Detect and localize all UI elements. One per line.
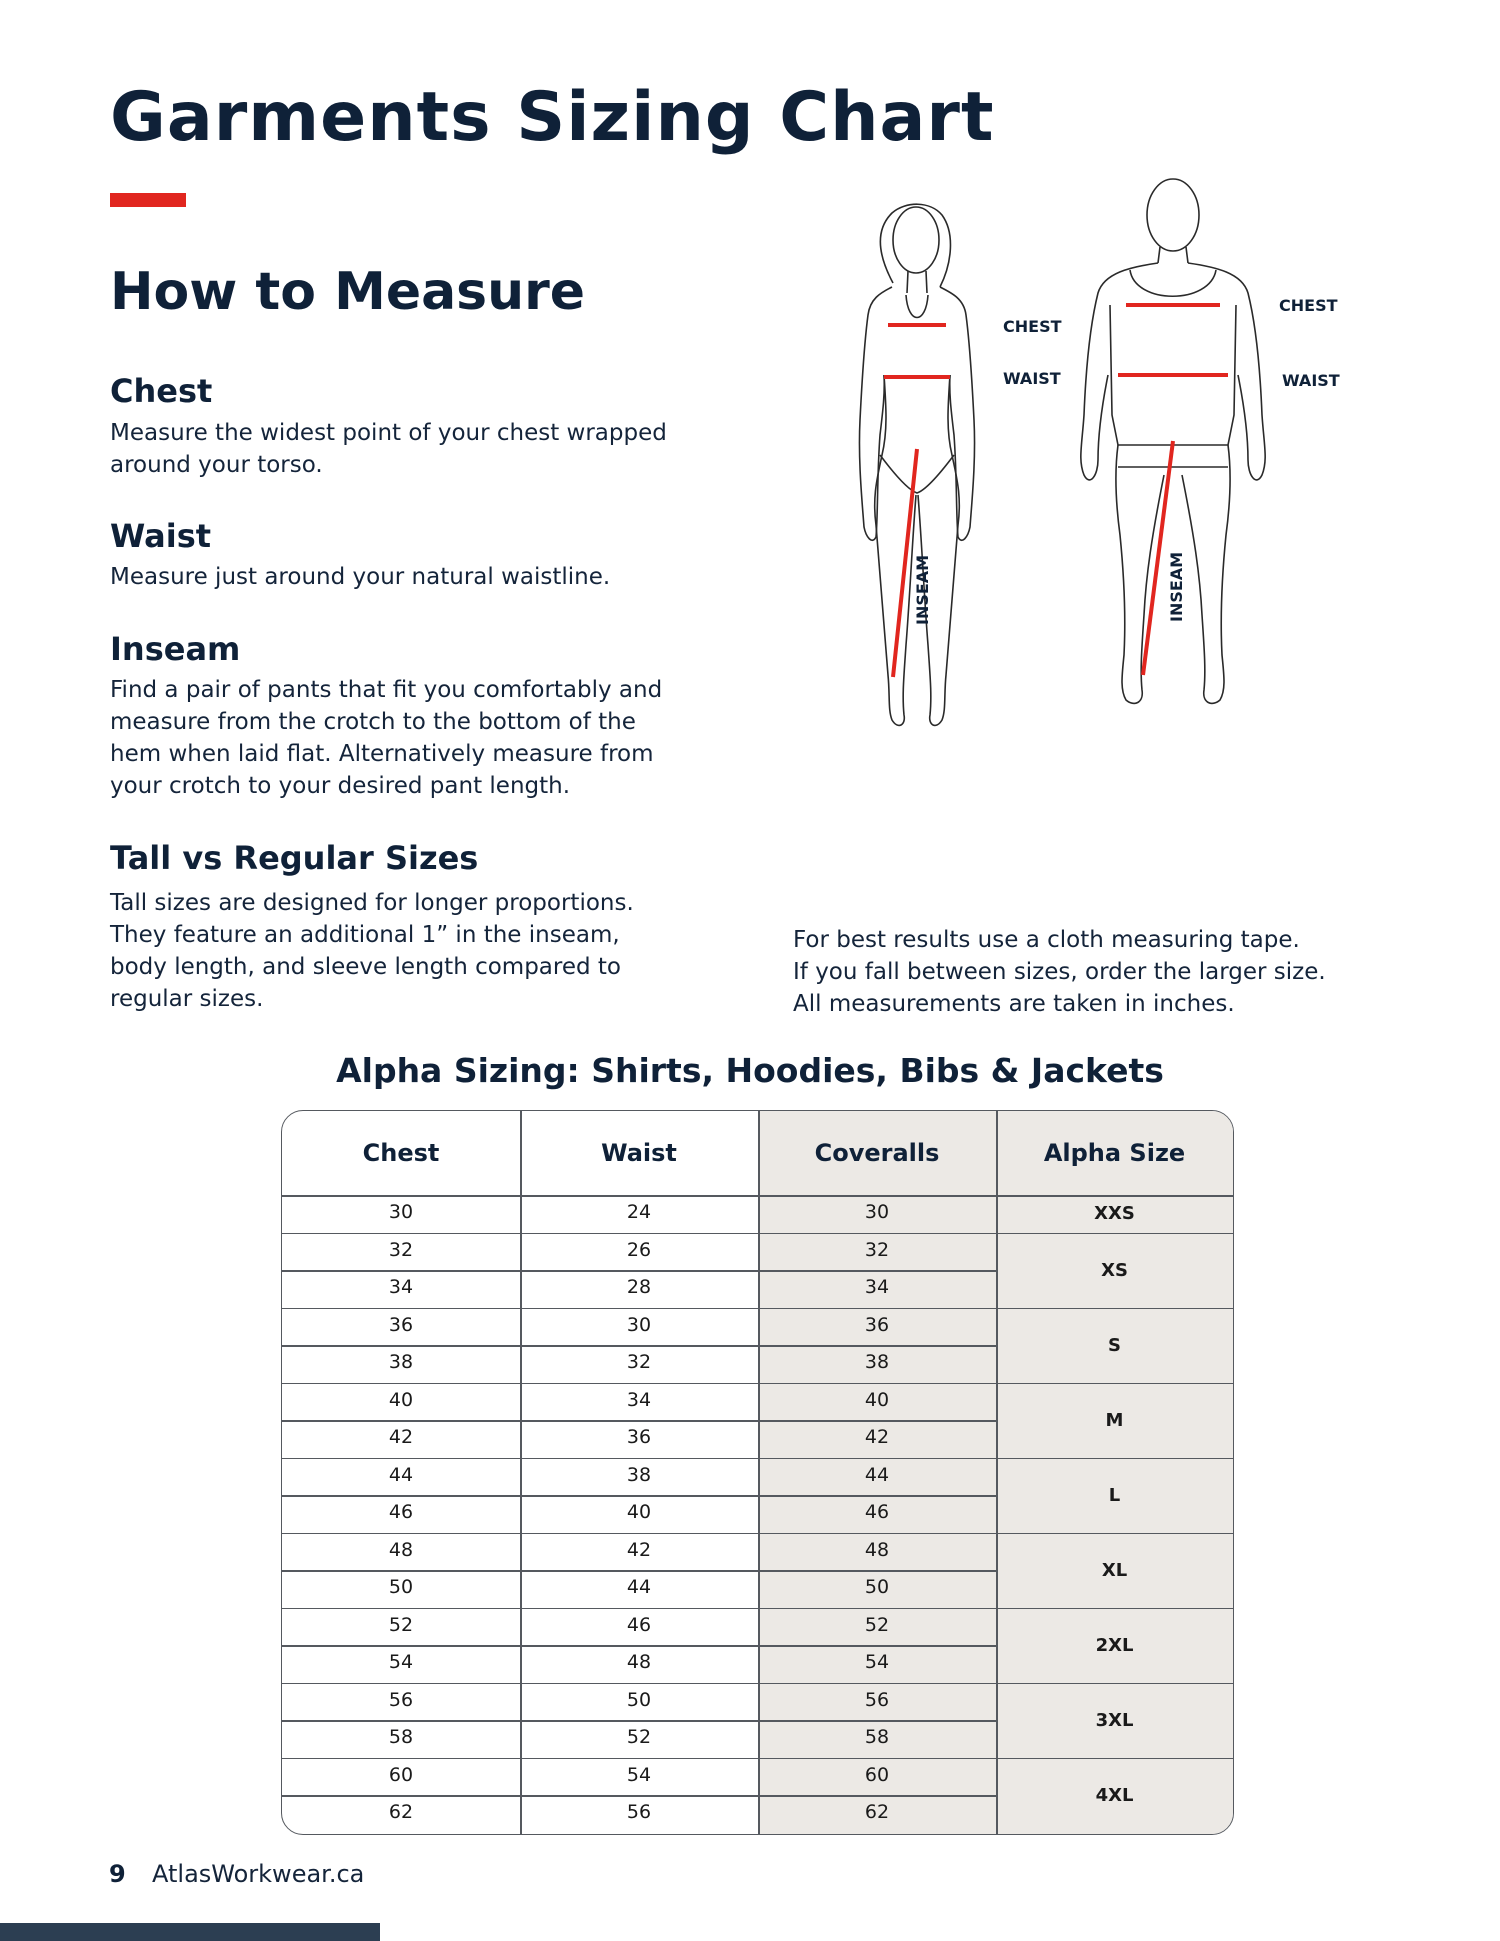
waist-cell: 34	[626, 1388, 652, 1411]
chest-heading: Chest	[110, 372, 213, 410]
alpha-group-divider	[996, 1458, 1233, 1460]
waist-line: Measure just around your natural waistline.	[110, 564, 611, 590]
alpha-group-divider	[996, 1308, 1233, 1310]
inseam-heading: Inseam	[110, 630, 241, 668]
chest-cell: 48	[388, 1538, 414, 1561]
row-divider	[282, 1720, 996, 1722]
chest-line: Measure the widest point of your chest wrapped	[110, 420, 667, 446]
female-chest-label: CHEST	[1003, 317, 1062, 336]
waist-cell: 24	[626, 1201, 652, 1223]
tall-line: regular sizes.	[110, 986, 264, 1012]
coveralls-cell: 36	[864, 1313, 890, 1336]
row-divider	[282, 1233, 996, 1235]
inseam-line: your crotch to your desired pant length.	[110, 773, 571, 799]
alpha-size-cell: M	[1105, 1409, 1124, 1431]
alpha-group-divider	[996, 1233, 1233, 1235]
row-divider	[282, 1383, 996, 1385]
waist-cell: 36	[626, 1426, 652, 1448]
chest-cell: 56	[388, 1688, 414, 1711]
coveralls-cell: 38	[864, 1351, 890, 1373]
alpha-size-cell: S	[1108, 1334, 1121, 1356]
waist-cell: 54	[626, 1763, 652, 1786]
column-header-waist: Waist	[601, 1139, 677, 1167]
tall-line: They feature an additional 1” in the inseam,	[110, 922, 620, 948]
row-divider	[282, 1420, 996, 1422]
coveralls-cell: 32	[864, 1238, 890, 1261]
waist-cell: 40	[626, 1501, 652, 1523]
coveralls-cell: 34	[864, 1276, 890, 1298]
chest-cell: 52	[388, 1613, 414, 1636]
waist-cell: 42	[626, 1538, 652, 1561]
row-divider	[282, 1683, 996, 1685]
waist-cell: 50	[626, 1688, 652, 1711]
row-divider	[282, 1308, 996, 1310]
page-number: 9	[109, 1860, 126, 1888]
male-chest-label: CHEST	[1279, 296, 1338, 315]
tall-line: body length, and sleeve length compared to	[110, 954, 621, 980]
column-divider	[758, 1111, 760, 1834]
waist-cell: 46	[626, 1613, 652, 1636]
chest-cell: 44	[388, 1463, 414, 1486]
male-inseam-label: INSEAM	[1167, 551, 1186, 622]
measurement-figures	[780, 175, 1400, 885]
coveralls-cell: 52	[864, 1613, 890, 1636]
coveralls-cell: 30	[864, 1201, 890, 1223]
waist-cell: 38	[626, 1463, 652, 1486]
alpha-sizing-table	[281, 1110, 1234, 1835]
inseam-line: Find a pair of pants that fit you comfortably and	[110, 677, 663, 703]
chest-line: around your torso.	[110, 452, 323, 478]
column-header-coveralls: Coveralls	[814, 1139, 940, 1167]
row-divider	[282, 1570, 996, 1572]
chest-cell: 60	[388, 1763, 414, 1786]
tip-line: If you fall between sizes, order the larger size.	[793, 959, 1326, 985]
column-divider	[996, 1111, 998, 1834]
column-divider	[520, 1111, 522, 1834]
alpha-size-cell: XS	[1101, 1259, 1128, 1281]
alpha-group-divider	[996, 1533, 1233, 1535]
inseam-line: hem when laid flat. Alternatively measure from	[110, 741, 654, 767]
waist-description	[110, 561, 730, 593]
waist-cell: 30	[626, 1313, 652, 1336]
chest-cell: 36	[388, 1313, 414, 1336]
row-divider	[282, 1345, 996, 1347]
alpha-size-cell: 3XL	[1095, 1709, 1134, 1731]
title-accent-rule	[110, 193, 186, 207]
chest-cell: 32	[388, 1238, 414, 1261]
row-divider	[282, 1608, 996, 1610]
coveralls-cell: 44	[864, 1463, 890, 1486]
coveralls-cell: 56	[864, 1688, 890, 1711]
alpha-group-divider	[996, 1383, 1233, 1385]
chest-cell: 34	[388, 1276, 414, 1298]
coveralls-cell: 46	[864, 1501, 890, 1523]
row-divider	[282, 1758, 996, 1760]
female-waist-label: WAIST	[1003, 369, 1061, 388]
chest-cell: 46	[388, 1501, 414, 1523]
waist-cell: 28	[626, 1276, 652, 1298]
row-divider	[282, 1458, 996, 1460]
alpha-group-divider	[996, 1608, 1233, 1610]
chest-description	[110, 417, 730, 481]
column-header-chest: Chest	[362, 1139, 440, 1167]
page-title: Garments Sizing Chart	[110, 78, 995, 157]
alpha-group-divider	[996, 1758, 1233, 1760]
inseam-line: measure from the crotch to the bottom of the	[110, 709, 636, 735]
row-divider	[282, 1270, 996, 1272]
coveralls-cell: 60	[864, 1763, 890, 1786]
tall-vs-regular-description	[110, 887, 730, 1015]
row-divider	[282, 1795, 996, 1797]
footer-bar	[0, 1923, 380, 1941]
alpha-size-cell: 4XL	[1095, 1784, 1134, 1806]
inseam-description	[110, 674, 730, 802]
waist-cell: 32	[626, 1351, 652, 1373]
tall-vs-regular-heading: Tall vs Regular Sizes	[110, 839, 479, 877]
coveralls-cell: 58	[864, 1726, 890, 1748]
coveralls-cell: 42	[864, 1426, 890, 1448]
waist-cell: 26	[626, 1238, 652, 1261]
alpha-group-divider	[996, 1683, 1233, 1685]
coveralls-cell: 48	[864, 1538, 890, 1561]
tall-line: Tall sizes are designed for longer proportions.	[110, 890, 634, 916]
male-waist-label: WAIST	[1282, 371, 1340, 390]
waist-cell: 52	[626, 1726, 652, 1748]
alpha-size-cell: 2XL	[1095, 1634, 1134, 1656]
chest-cell: 38	[388, 1351, 414, 1373]
tip-line: For best results use a cloth measuring tape.	[793, 927, 1300, 953]
table-title: Alpha Sizing: Shirts, Hoodies, Bibs & Jackets	[336, 1051, 1164, 1090]
alpha-size-cell: XXS	[1094, 1203, 1135, 1224]
footer-site-link[interactable]: AtlasWorkwear.ca	[152, 1860, 365, 1888]
alpha-size-cell: L	[1108, 1484, 1121, 1506]
alpha-size-cell: XL	[1101, 1559, 1128, 1581]
waist-cell: 44	[626, 1576, 652, 1598]
row-divider	[282, 1645, 996, 1647]
female-inseam-label: INSEAM	[913, 554, 932, 625]
chest-cell: 30	[388, 1201, 414, 1223]
header-divider	[282, 1195, 1233, 1197]
row-divider	[282, 1495, 996, 1497]
chest-cell: 58	[388, 1726, 414, 1748]
chest-cell: 62	[388, 1801, 414, 1823]
waist-cell: 48	[626, 1651, 652, 1673]
chest-cell: 54	[388, 1651, 414, 1673]
waist-cell: 56	[626, 1801, 652, 1823]
tip-line: All measurements are taken in inches.	[793, 991, 1235, 1017]
waist-heading: Waist	[110, 517, 212, 555]
column-header-alpha-size: Alpha Size	[1043, 1139, 1186, 1167]
section-title: How to Measure	[110, 262, 586, 322]
coveralls-cell: 54	[864, 1651, 890, 1673]
coveralls-cell: 62	[864, 1801, 890, 1823]
chest-cell: 40	[388, 1388, 414, 1411]
chest-cell: 50	[388, 1576, 414, 1598]
row-divider	[282, 1533, 996, 1535]
coveralls-cell: 50	[864, 1576, 890, 1598]
chest-cell: 42	[388, 1426, 414, 1448]
coveralls-cell: 40	[864, 1388, 890, 1411]
